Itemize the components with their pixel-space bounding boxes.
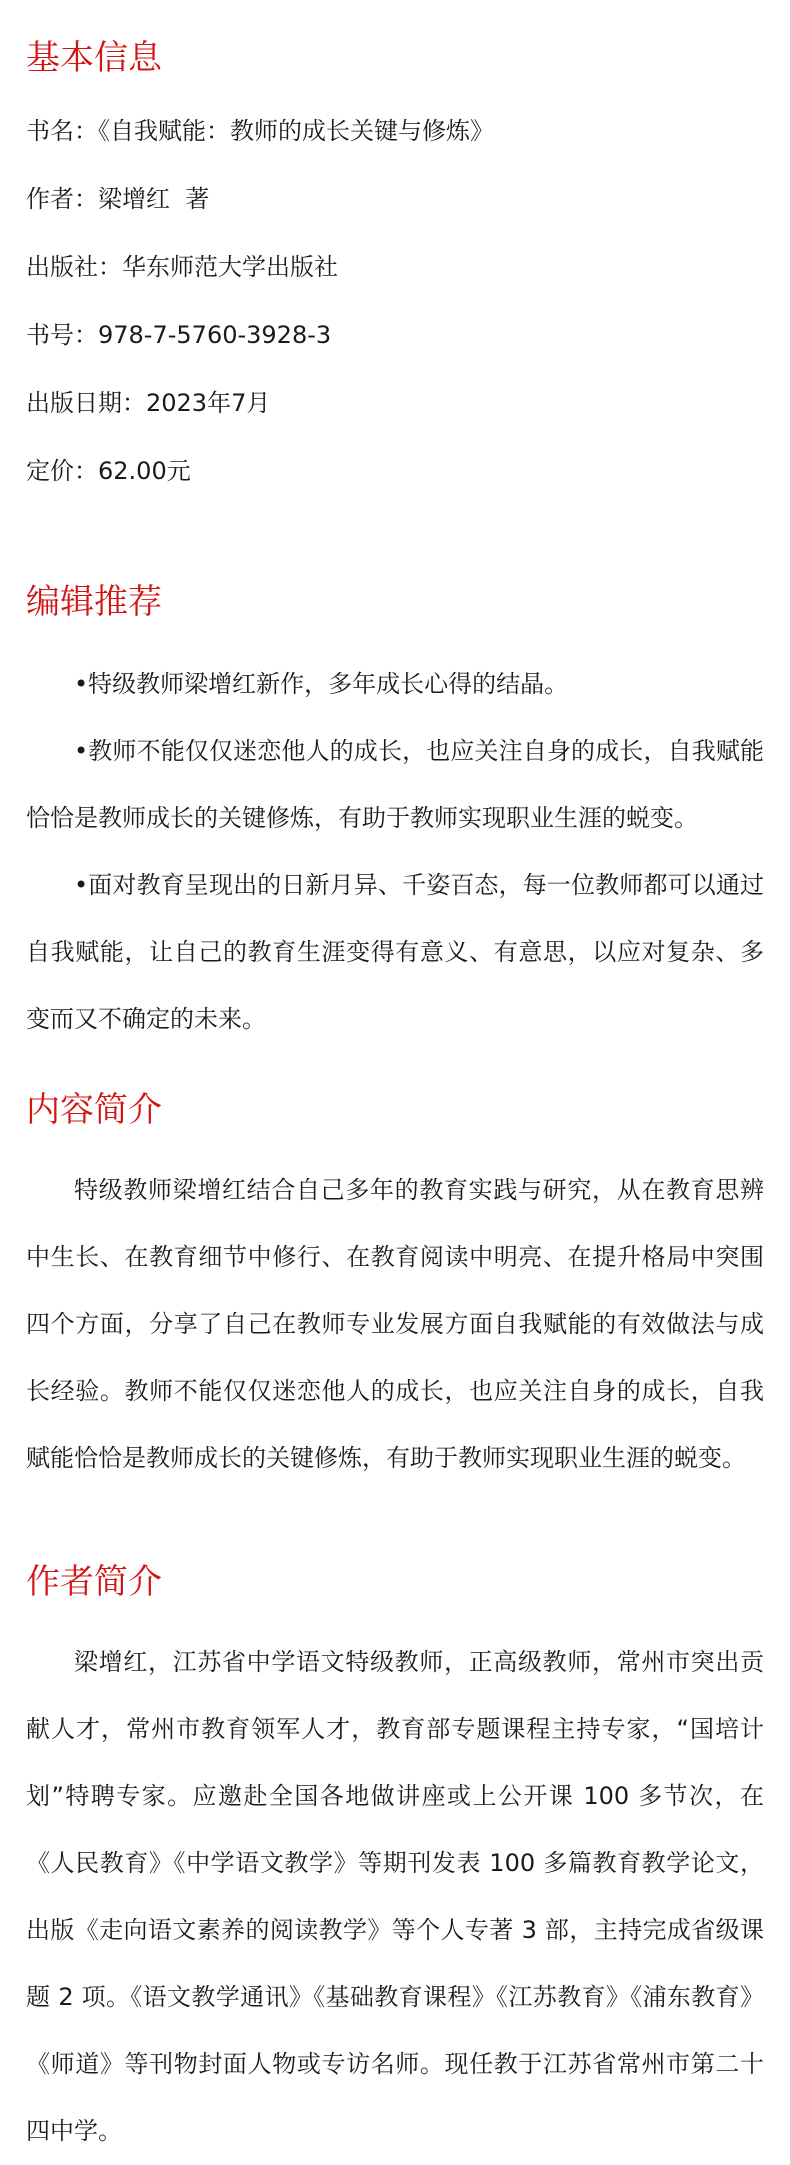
author-intro-text: 梁增红，江苏省中学语文特级教师，正高级教师，常州市突出贡献人才，常州市教育领军人才，教育部专题课程主持专家，“国培计划”特聘专家。应邀赴全国各地做讲座或上公开课 100 多节次，在《人民教育》《中学语文教学》等期刊发表 100 多篇教育教学论文，出版《走向语文素养的阅读教学》等个人专著 3 部，主持完成省级课题 2 项。《语文教学通讯》《基础教育课程》《江苏教育》《浦东教育》《师道》等刊物封面人物或专访名师。现任教于江苏省常州市第二十四中学。	[26, 1648, 764, 2145]
info-value-price: 62.00元	[98, 457, 191, 485]
info-row-price	[26, 454, 191, 488]
info-value-pubdate: 2023年7月	[146, 389, 271, 417]
recommendation-item: •特级教师梁增红新作，多年成长心得的结晶。	[74, 670, 569, 698]
recommendation-item: •面对教育呈现出的日新月异、千姿百态，每一位教师都可以通过自我赋能，让自己的教育生涯变得有意义、有意思，以应对复杂、多变而又不确定的未来。	[26, 871, 764, 1033]
info-value-isbn: 978-7-5760-3928-3	[98, 321, 332, 349]
info-value-author: 梁增红 著	[98, 185, 210, 213]
info-value-publisher: 华东师范大学出版社	[122, 253, 338, 281]
info-label-price: 定价：	[26, 457, 98, 485]
basic-info-heading: 基本信息	[26, 38, 162, 78]
info-row-pubdate	[26, 386, 270, 420]
editor-recommendation-heading: 编辑推荐	[26, 582, 162, 622]
info-row-isbn	[26, 318, 331, 352]
info-label-author: 作者：	[26, 185, 98, 213]
info-label-isbn: 书号：	[26, 321, 98, 349]
info-row-title	[26, 114, 494, 148]
info-row-publisher	[26, 250, 338, 284]
info-label-pubdate: 出版日期：	[26, 389, 146, 417]
info-row-author	[26, 182, 209, 216]
author-intro-heading: 作者简介	[26, 1562, 162, 1602]
content-summary-text: 特级教师梁增红结合自己多年的教育实践与研究，从在教育思辨中生长、在教育细节中修行、在教育阅读中明亮、在提升格局中突围四个方面，分享了自己在教师专业发展方面自我赋能的有效做法与成长经验。教师不能仅仅迷恋他人的成长，也应关注自身的成长，自我赋能恰恰是教师成长的关键修炼，有助于教师实现职业生涯的蜕变。	[26, 1176, 764, 1472]
info-label-title: 书名：	[26, 117, 98, 145]
recommendation-item: •教师不能仅仅迷恋他人的成长，也应关注自身的成长，自我赋能恰恰是教师成长的关键修炼，有助于教师实现职业生涯的蜕变。	[26, 737, 764, 832]
info-label-publisher: 出版社：	[26, 253, 122, 281]
content-summary-heading: 内容简介	[26, 1090, 162, 1130]
info-value-title: 《自我赋能：教师的成长关键与修炼》	[98, 117, 494, 145]
